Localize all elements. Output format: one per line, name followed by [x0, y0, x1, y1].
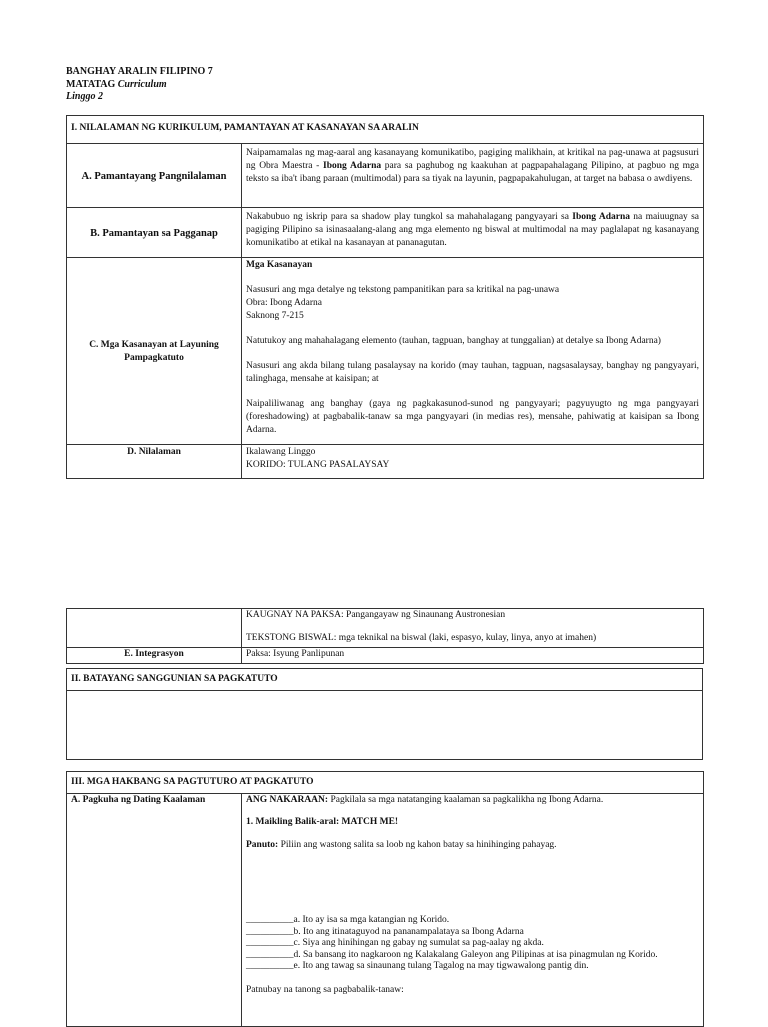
- integration-label: E. Integrasyon: [67, 648, 242, 664]
- integration-text: Paksa: Isyung Panlipunan: [242, 648, 704, 664]
- performance-standard-label: B. Pamantayan sa Pagganap: [67, 208, 242, 258]
- match-item: __________c. Siya ang hinihingan ng gabay ng sumulat sa pag-aalay ng akda.: [246, 938, 544, 949]
- section3-title: III. MGA HAKBANG SA PAGTUTURO AT PAGKATUTO: [67, 772, 704, 794]
- content-standard-label: A. Pamantayang Pangnilalaman: [67, 144, 242, 208]
- prior-knowledge-label: A. Pagkuha ng Dating Kaalaman: [67, 794, 242, 1027]
- activity-title: 1. Maikling Balik-aral: MATCH ME!: [246, 817, 399, 827]
- competencies-heading: Mga Kasanayan: [246, 260, 313, 270]
- continuation-text: KAUGNAY NA PAKSA: Pangangayaw ng Sinaunang Austronesian TEKSTONG BISWAL: mga teknikal na biswal (laki, espasyo, kulay, linya, anyo at imahen): [242, 609, 704, 648]
- section2-table: [66, 668, 703, 760]
- doc-curriculum: MATATAG Curriculum: [66, 78, 167, 90]
- section3-table: [66, 771, 704, 1027]
- section2-body: [67, 691, 703, 760]
- prior-knowledge-text: ANG NAKARAAN: Pagkilala sa mga natatanging kaalaman sa pagkalikha ng Ibong Adarna. 1. Maikling Balik-aral: MATCH ME! Panuto: Piliin ang wastong salita sa loob ng kahon batay sa hinihinging pahayag. __________a. Ito ay isa sa mga katangian ng Korido. __________b. Ito ang itinataguyod na pananampalataya sa Ibong Adarna __________c. Siya ang hinihingan ng gabay ng sumulat sa pag-aalay ng akda. __________d. Sa bansang ito nagkaroon ng Kalakalang Galeyon ang Pilipinas at isa pinagmulan ng Korido. __________e. Ito ang tawag sa sinaunang tulang Tagalog na may tigwawalong pantig din. Patnubay na tanong sa pagbabalik-tanaw:: [242, 794, 704, 1027]
- continuation-empty-cell: [67, 609, 242, 648]
- competencies-text: Mga Kasanayan Nasusuri ang mga detalye ng tekstong pampanitikan para sa kritikal na pag-unawa Obra: Ibong Adarna Saknong 7-215 Natutukoy ang mahahalagang elemento (tauhan, tagpuan, banghay at tunggalian) at detalye sa Ibong Adarna) Nasusuri ang akda bilang tulang pasalaysay na korido (may tauhan, tagpuan, nagsasalaysay, banghay ng pangyayari, talinghaga, mensahe at kaisipan; at Naipaliliwanag ang banghay (gaya ng pagkakasunod-sunod ng pangyayari; pagyuyugto ng mga pangyayari (foreshadowing) at pagbabalik-tanaw sa mga pangyayari (in medias res), mensahe, pahiwatig at kaisipan sa Ibong Adarna.: [242, 258, 704, 445]
- doc-title: BANGHAY ARALIN FILIPINO 7: [66, 66, 213, 77]
- match-item: __________b. Ito ang itinataguyod na pananampalataya sa Ibong Adarna: [246, 926, 524, 937]
- section1-title: I. NILALAMAN NG KURIKULUM, PAMANTAYAN AT KASANAYAN SA ARALIN: [67, 116, 704, 144]
- content-text: Ikalawang Linggo KORIDO: TULANG PASALAYSAY: [242, 445, 704, 479]
- doc-week: Linggo 2: [66, 91, 103, 102]
- guide-question-heading: Patnubay na tanong sa pagbabalik-tanaw:: [246, 984, 404, 995]
- match-item: __________a. Ito ay isa sa mga katangian ng Korido.: [246, 915, 450, 925]
- continuation-table: [66, 608, 704, 664]
- match-item: __________d. Sa bansang ito nagkaroon ng Kalakalang Galeyon ang Pilipinas at isa pinagmulan ng Korido.: [246, 949, 658, 960]
- competencies-label: C. Mga Kasanayan at Layuning Pampagkatuto: [67, 258, 242, 445]
- section2-title: II. BATAYANG SANGGUNIAN SA PAGKATUTO: [67, 669, 703, 691]
- match-item: __________e. Ito ang tawag sa sinaunang tulang Tagalog na may tigwawalong pantig din.: [246, 961, 589, 972]
- content-label: D. Nilalaman: [67, 445, 242, 479]
- document-header: [66, 66, 213, 104]
- performance-standard-text: Nakabubuo ng iskrip para sa shadow play tungkol sa mahahalagang pangyayari sa Ibong Adarna na maiuugnay sa pagiging Pilipino sa isinasaalang-alang ang mga elemento ng biswal at multimodal na may paglalapat ng kasanayang komunikatibo at etikal na kasanayan at pananagutan.: [242, 208, 704, 258]
- section1-table: [66, 115, 704, 479]
- content-standard-text: Naipamamalas ng mag-aaral ang kasanayang komunikatibo, pagiging malikhain, at kritikal na pag-unawa at pagsusuri ng Obra Maestra - Ibong Adarna para sa paghubog ng kaakuhan at pagpapahalagang Pilipino, at pagbuo ng mga teksto sa iba't ibang paraan (multimodal) para sa tiyak na layunin, pagpapakahulugan, at target na babasa o awdiyens.: [242, 144, 704, 208]
